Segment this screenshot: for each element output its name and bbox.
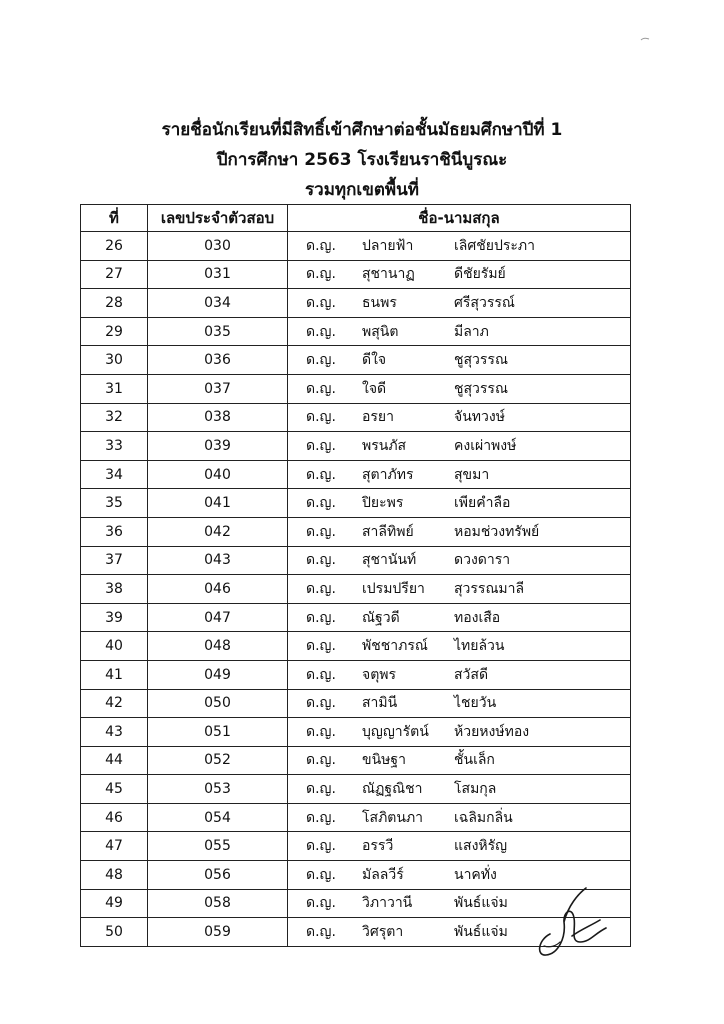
row-exam-id: 039 bbox=[148, 432, 288, 461]
name-prefix: ด.ญ. bbox=[306, 609, 336, 626]
name-prefix: ด.ญ. bbox=[306, 523, 336, 540]
row-no: 35 bbox=[81, 489, 148, 518]
row-name bbox=[288, 489, 631, 518]
row-name bbox=[288, 632, 631, 661]
name-prefix: ด.ญ. bbox=[306, 323, 336, 340]
name-prefix: ด.ญ. bbox=[306, 752, 336, 769]
table-row bbox=[81, 603, 631, 632]
row-name bbox=[288, 289, 631, 318]
last-name: ศรีสุวรรณ์ bbox=[454, 294, 515, 311]
row-no: 26 bbox=[81, 232, 148, 261]
row-no: 50 bbox=[81, 918, 148, 947]
row-name bbox=[288, 374, 631, 403]
header-exam-id: เลขประจำตัวสอบ bbox=[148, 205, 288, 232]
row-exam-id: 050 bbox=[148, 689, 288, 718]
name-prefix: ด.ญ. bbox=[306, 380, 336, 397]
first-name: วิภาวานี bbox=[362, 895, 413, 912]
row-no: 41 bbox=[81, 660, 148, 689]
table-row bbox=[81, 832, 631, 861]
first-name: มัลลวีร์ bbox=[362, 866, 404, 883]
document-area-note: รวมทุกเขตพื้นที่ bbox=[305, 180, 419, 200]
table-row bbox=[81, 489, 631, 518]
row-no: 44 bbox=[81, 746, 148, 775]
last-name: สุขมา bbox=[454, 466, 490, 483]
last-name: โสมกุล bbox=[454, 781, 497, 798]
name-prefix: ด.ญ. bbox=[306, 495, 336, 512]
name-prefix: ด.ญ. bbox=[306, 781, 336, 798]
table-row bbox=[81, 517, 631, 546]
row-exam-id: 051 bbox=[148, 718, 288, 747]
row-no: 46 bbox=[81, 803, 148, 832]
first-name: อรยา bbox=[362, 409, 394, 426]
first-name: ปลายฟ้า bbox=[362, 237, 414, 254]
row-name bbox=[288, 718, 631, 747]
row-no: 43 bbox=[81, 718, 148, 747]
name-prefix: ด.ญ. bbox=[306, 437, 336, 454]
row-no: 49 bbox=[81, 889, 148, 918]
last-name: ชั้นเล็ก bbox=[454, 752, 495, 769]
row-name bbox=[288, 746, 631, 775]
last-name: ทองเสือ bbox=[454, 609, 501, 626]
row-name bbox=[288, 317, 631, 346]
row-exam-id: 056 bbox=[148, 861, 288, 890]
row-name bbox=[288, 803, 631, 832]
table-row bbox=[81, 460, 631, 489]
row-name bbox=[288, 689, 631, 718]
row-exam-id: 059 bbox=[148, 918, 288, 947]
first-name: สุชานันท์ bbox=[362, 552, 417, 569]
row-exam-id: 038 bbox=[148, 403, 288, 432]
last-name: นาคทั่ง bbox=[454, 866, 497, 883]
first-name: ดีใจ bbox=[362, 352, 387, 369]
row-no: 45 bbox=[81, 775, 148, 804]
last-name: เฉลิมกลิ่น bbox=[454, 809, 513, 826]
row-no: 29 bbox=[81, 317, 148, 346]
row-name bbox=[288, 575, 631, 604]
name-prefix: ด.ญ. bbox=[306, 866, 336, 883]
row-no: 37 bbox=[81, 546, 148, 575]
row-name bbox=[288, 432, 631, 461]
first-name: ใจดี bbox=[362, 380, 387, 397]
last-name: ดวงดารา bbox=[454, 552, 511, 569]
row-exam-id: 035 bbox=[148, 317, 288, 346]
first-name: พสุนิต bbox=[362, 323, 399, 340]
name-prefix: ด.ญ. bbox=[306, 237, 336, 254]
last-name: มีลาภ bbox=[454, 323, 489, 340]
row-no: 38 bbox=[81, 575, 148, 604]
name-prefix: ด.ญ. bbox=[306, 666, 336, 683]
header-name: ชื่อ-นามสกุล bbox=[288, 205, 631, 232]
last-name: หอมช่วงทรัพย์ bbox=[454, 523, 540, 540]
name-prefix: ด.ญ. bbox=[306, 352, 336, 369]
table-row bbox=[81, 432, 631, 461]
last-name: ชูสุวรรณ bbox=[454, 352, 508, 369]
row-exam-id: 046 bbox=[148, 575, 288, 604]
name-prefix: ด.ญ. bbox=[306, 695, 336, 712]
row-exam-id: 055 bbox=[148, 832, 288, 861]
last-name: พันธ์แจ่ม bbox=[454, 924, 508, 941]
table-row bbox=[81, 260, 631, 289]
row-no: 31 bbox=[81, 374, 148, 403]
row-no: 39 bbox=[81, 603, 148, 632]
table-row bbox=[81, 289, 631, 318]
last-name: พันธ์แจ่ม bbox=[454, 895, 508, 912]
table-row bbox=[81, 575, 631, 604]
last-name: สวัสดี bbox=[454, 666, 489, 683]
last-name: ชูสุวรรณ bbox=[454, 380, 508, 397]
first-name: โสภิตนภา bbox=[362, 809, 424, 826]
name-prefix: ด.ญ. bbox=[306, 924, 336, 941]
row-exam-id: 047 bbox=[148, 603, 288, 632]
table-row bbox=[81, 775, 631, 804]
first-name: ธนพร bbox=[362, 294, 397, 311]
first-name: พรนภัส bbox=[362, 437, 407, 454]
name-prefix: ด.ญ. bbox=[306, 409, 336, 426]
row-exam-id: 031 bbox=[148, 260, 288, 289]
row-no: 47 bbox=[81, 832, 148, 861]
last-name: จันทวงษ์ bbox=[454, 409, 505, 426]
first-name: สุตาภัทร bbox=[362, 466, 414, 483]
row-name bbox=[288, 832, 631, 861]
row-name bbox=[288, 517, 631, 546]
row-exam-id: 043 bbox=[148, 546, 288, 575]
table-row bbox=[81, 317, 631, 346]
row-name bbox=[288, 232, 631, 261]
first-name: สาลีทิพย์ bbox=[362, 523, 414, 540]
name-prefix: ด.ญ. bbox=[306, 838, 336, 855]
row-exam-id: 052 bbox=[148, 746, 288, 775]
table-row bbox=[81, 374, 631, 403]
row-no: 33 bbox=[81, 432, 148, 461]
first-name: สุชานาฏ bbox=[362, 266, 415, 283]
last-name: ดีชัยรัมย์ bbox=[454, 266, 506, 283]
row-no: 34 bbox=[81, 460, 148, 489]
row-exam-id: 053 bbox=[148, 775, 288, 804]
last-name: ไชยวัน bbox=[454, 695, 497, 712]
table-row bbox=[81, 632, 631, 661]
last-name: เลิศชัยประภา bbox=[454, 237, 535, 254]
student-roster-table bbox=[80, 204, 631, 947]
table-row bbox=[81, 689, 631, 718]
last-name: คงเผ่าพงษ์ bbox=[454, 437, 517, 454]
name-prefix: ด.ญ. bbox=[306, 466, 336, 483]
name-prefix: ด.ญ. bbox=[306, 809, 336, 826]
table-row bbox=[81, 803, 631, 832]
row-exam-id: 040 bbox=[148, 460, 288, 489]
row-name bbox=[288, 603, 631, 632]
first-name: เปรมปรียา bbox=[362, 580, 425, 597]
row-exam-id: 036 bbox=[148, 346, 288, 375]
table-row bbox=[81, 346, 631, 375]
row-exam-id: 037 bbox=[148, 374, 288, 403]
last-name: เพียคำลือ bbox=[454, 495, 511, 512]
name-prefix: ด.ญ. bbox=[306, 723, 336, 740]
document-subtitle: ปีการศึกษา 2563 โรงเรียนราชินีบูรณะ bbox=[216, 150, 508, 170]
table-row bbox=[81, 546, 631, 575]
row-exam-id: 054 bbox=[148, 803, 288, 832]
first-name: ณัฐวดี bbox=[362, 609, 400, 626]
table-row bbox=[81, 660, 631, 689]
first-name: วิศรุตา bbox=[362, 924, 404, 941]
row-no: 27 bbox=[81, 260, 148, 289]
first-name: บุญญารัตน์ bbox=[362, 723, 429, 740]
row-no: 32 bbox=[81, 403, 148, 432]
row-no: 36 bbox=[81, 517, 148, 546]
row-name bbox=[288, 346, 631, 375]
name-prefix: ด.ญ. bbox=[306, 294, 336, 311]
row-name bbox=[288, 660, 631, 689]
table-row bbox=[81, 403, 631, 432]
last-name: แสงหิรัญ bbox=[454, 838, 508, 855]
row-name bbox=[288, 260, 631, 289]
handwritten-signature-icon bbox=[520, 876, 620, 966]
row-exam-id: 030 bbox=[148, 232, 288, 261]
row-no: 42 bbox=[81, 689, 148, 718]
row-name bbox=[288, 775, 631, 804]
row-no: 40 bbox=[81, 632, 148, 661]
first-name: ปิยะพร bbox=[362, 495, 404, 512]
row-exam-id: 058 bbox=[148, 889, 288, 918]
first-name: สามินี bbox=[362, 695, 398, 712]
document-title: รายชื่อนักเรียนที่มีสิทธิ์เข้าศึกษาต่อชั้นมัธยมศึกษาปีที่ 1 bbox=[161, 120, 563, 140]
row-exam-id: 034 bbox=[148, 289, 288, 318]
name-prefix: ด.ญ. bbox=[306, 552, 336, 569]
first-name: ขนิษฐา bbox=[362, 752, 406, 769]
row-no: 30 bbox=[81, 346, 148, 375]
name-prefix: ด.ญ. bbox=[306, 895, 336, 912]
last-name: ไทยล้วน bbox=[454, 638, 505, 655]
header-no: ที่ bbox=[81, 205, 148, 232]
table-header-row bbox=[81, 205, 631, 232]
row-name bbox=[288, 460, 631, 489]
name-prefix: ด.ญ. bbox=[306, 580, 336, 597]
row-name bbox=[288, 546, 631, 575]
name-prefix: ด.ญ. bbox=[306, 266, 336, 283]
first-name: จตุพร bbox=[362, 666, 397, 683]
table-row bbox=[81, 746, 631, 775]
row-exam-id: 042 bbox=[148, 517, 288, 546]
row-exam-id: 041 bbox=[148, 489, 288, 518]
first-name: พัชชาภรณ์ bbox=[362, 638, 428, 655]
last-name: สุวรรณมาลี bbox=[454, 580, 525, 597]
name-prefix: ด.ญ. bbox=[306, 638, 336, 655]
row-exam-id: 048 bbox=[148, 632, 288, 661]
first-name: ณัฏฐณิชา bbox=[362, 781, 423, 798]
row-no: 48 bbox=[81, 861, 148, 890]
scan-speck-icon bbox=[640, 36, 650, 42]
first-name: อรรวี bbox=[362, 838, 394, 855]
last-name: ห้วยหงษ์ทอง bbox=[454, 723, 530, 740]
table-row bbox=[81, 232, 631, 261]
row-no: 28 bbox=[81, 289, 148, 318]
row-exam-id: 049 bbox=[148, 660, 288, 689]
table-row bbox=[81, 718, 631, 747]
row-name bbox=[288, 403, 631, 432]
